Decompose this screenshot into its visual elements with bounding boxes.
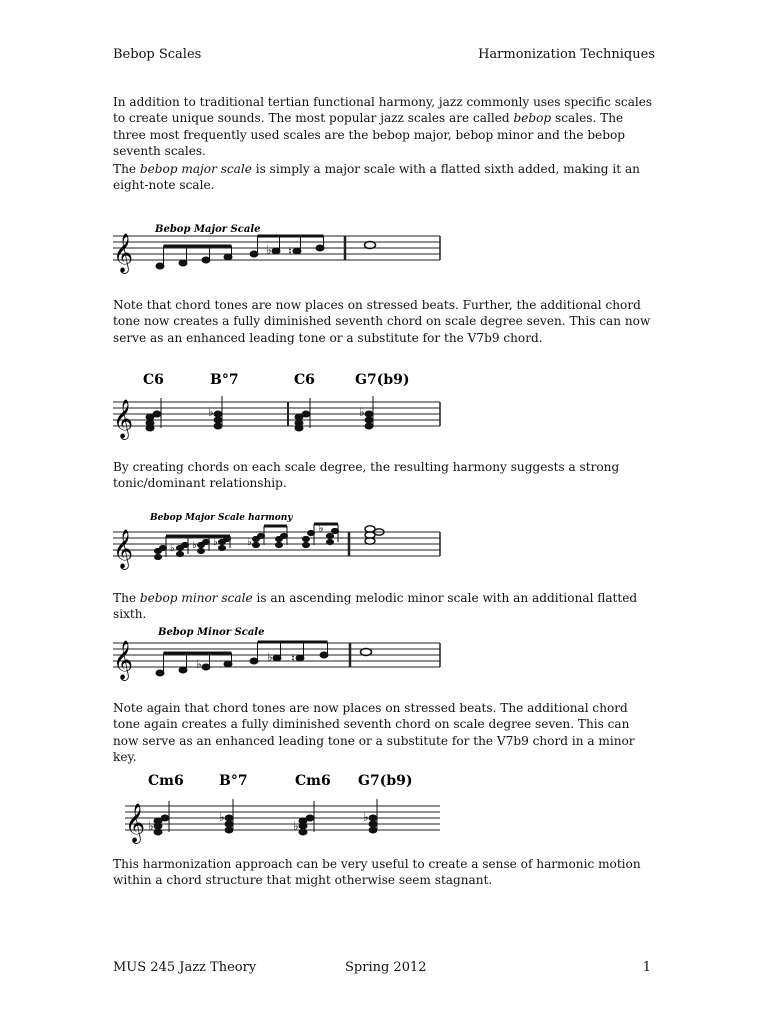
chord-symbol: G7(b9): [355, 372, 410, 388]
title-bebop-major-harmony: Bebop Major Scale harmony: [150, 513, 293, 523]
treble-clef-icon: 𝄞: [113, 640, 134, 680]
chord-symbol: B°7: [210, 372, 239, 388]
paragraph-chord-tones: Note that chord tones are now places on stressed beats. Further, the additional chord tone now creates a fully diminished seventh chord on scale degree seven. This can now serve as an enhanced leading tone or a substitute for the V7b9 chord.: [113, 298, 651, 345]
title-bebop-major-scale: Bebop Major Scale: [155, 224, 261, 235]
title-bebop-minor-scale: Bebop Minor Scale: [158, 627, 265, 638]
chord-symbol: C6: [294, 372, 315, 388]
treble-clef-icon: 𝄞: [125, 803, 146, 843]
whole-note: [365, 242, 376, 249]
footer-term: Spring 2012: [345, 960, 427, 975]
paragraph-bebop-major: The bebop major scale is simply a major scale with a flatted sixth added, making it an eight-note scale.: [113, 162, 640, 193]
natural-icon: ♮: [291, 652, 295, 665]
chord-symbol: Cm6: [148, 773, 184, 789]
treble-clef-icon: 𝄞: [113, 233, 134, 273]
flat-icon: ♭: [267, 650, 273, 664]
flat-icon: ♭: [219, 810, 225, 824]
flat-icon: ♭: [359, 405, 365, 419]
flat-icon: ♭: [363, 810, 369, 824]
chord-symbol: C6: [143, 372, 164, 388]
footer-page-number: 1: [642, 960, 651, 975]
paragraph-harmony: By creating chords on each scale degree, the resulting harmony suggests a strong tonic/dominant relationship.: [113, 460, 620, 491]
flat-icon: ♭: [208, 405, 214, 419]
flat-icon: ♭: [196, 657, 202, 671]
header-left: Bebop Scales: [113, 47, 202, 62]
paragraph-intro: In addition to traditional tertian functional harmony, jazz commonly uses specific scales to create unique sounds. The most popular jazz scales are called bebop scales. The three most frequently used scales are the bebop major, bebop minor and the bebop seventh scales.: [113, 95, 653, 158]
example-bebop-minor-scale: [113, 627, 440, 681]
flat-icon: ♭: [293, 819, 299, 833]
example-bebop-major-scale: [113, 224, 440, 274]
example-minor-chords: [125, 773, 440, 844]
example-bebop-major-harmony: [113, 513, 440, 570]
flat-icon: ♭: [247, 537, 252, 548]
chord-symbol: Cm6: [295, 773, 331, 789]
flat-icon: ♭: [213, 537, 218, 548]
flat-icon: ♭: [266, 243, 272, 257]
natural-icon: ♮: [288, 245, 292, 258]
whole-note: [361, 649, 372, 656]
flat-icon: ♭: [148, 819, 154, 833]
paragraph-bebop-minor: The bebop minor scale is an ascending melodic minor scale with an additional flatted sixth.: [113, 591, 638, 622]
header-right: Harmonization Techniques: [478, 47, 655, 62]
flat-icon: ♭: [318, 521, 324, 535]
chord-symbol: B°7: [219, 773, 248, 789]
treble-clef-icon: 𝄞: [113, 399, 134, 439]
flat-icon: ♭: [192, 540, 197, 551]
paragraph-minor-chord-tones: Note again that chord tones are now places on stressed beats. The additional chord tone again creates a fully diminished seventh chord on scale degree seven. This can now serve as an enhanced leading tone or a substitute for the V7b9 chord in a minor key.: [113, 701, 635, 764]
example-major-chords: [113, 372, 440, 440]
flat-icon: ♭: [170, 543, 175, 554]
chord-symbol: G7(b9): [358, 773, 413, 789]
treble-clef-icon: 𝄞: [113, 529, 134, 569]
paragraph-conclusion: This harmonization approach can be very useful to create a sense of harmonic motion within a chord structure that might otherwise seem stagnant.: [113, 857, 641, 888]
footer-course: MUS 245 Jazz Theory: [113, 960, 257, 975]
